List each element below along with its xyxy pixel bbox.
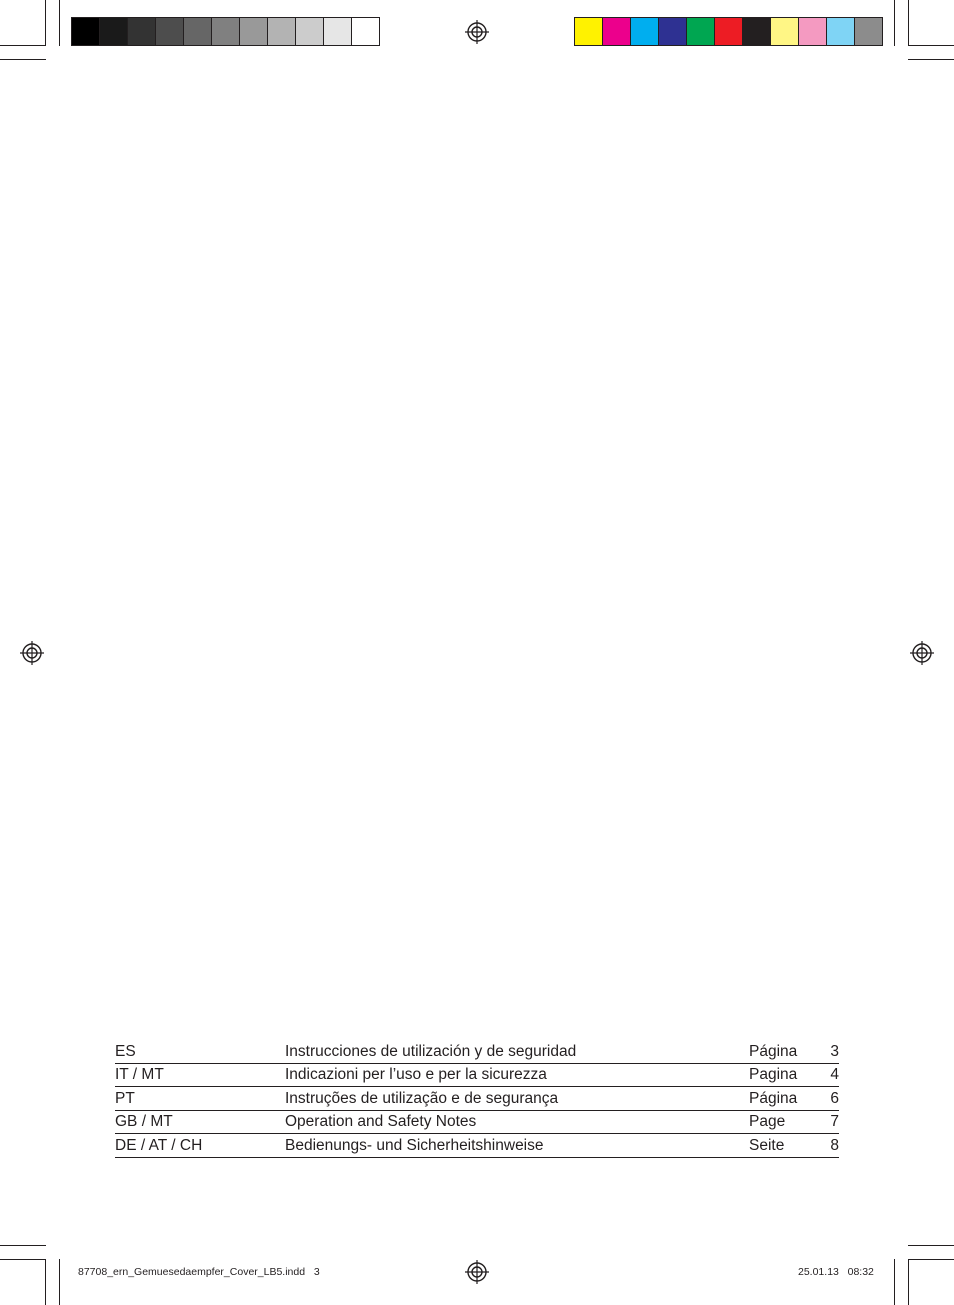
crop-mark <box>45 1259 46 1305</box>
registration-crosshair-icon <box>465 20 489 44</box>
registration-crosshair-icon <box>20 641 44 665</box>
toc-page-number: 8 <box>830 1136 839 1154</box>
crop-mark <box>894 0 895 46</box>
toc-language-code: GB / MT <box>115 1113 173 1131</box>
toc-language-code: DE / AT / CH <box>115 1136 203 1154</box>
crop-mark <box>894 1259 895 1305</box>
grayscale-swatch <box>156 18 184 45</box>
process-color-swatch <box>827 18 855 45</box>
toc-page-number: 7 <box>830 1113 839 1131</box>
toc-page-number: 6 <box>830 1089 839 1107</box>
toc-title: Bedienungs- und Sicherheitshinweise <box>285 1136 544 1154</box>
grayscale-swatch <box>296 18 324 45</box>
toc-page-number: 4 <box>830 1066 839 1084</box>
process-color-swatch <box>631 18 659 45</box>
toc-language-code: IT / MT <box>115 1066 164 1084</box>
grayscale-swatch <box>100 18 128 45</box>
toc-row <box>115 1087 839 1111</box>
grayscale-swatch <box>352 18 379 45</box>
toc-page-label: Seite <box>749 1136 785 1154</box>
toc-page-label: Página <box>749 1089 798 1107</box>
language-table-of-contents <box>115 1040 839 1158</box>
process-color-swatch <box>687 18 715 45</box>
toc-page-label: Pagina <box>749 1066 798 1084</box>
toc-row <box>115 1111 839 1135</box>
grayscale-swatch <box>268 18 296 45</box>
process-color-swatch <box>715 18 743 45</box>
footer-datetime: 25.01.13 08:32 <box>798 1266 874 1278</box>
toc-page-label: Página <box>749 1042 798 1060</box>
toc-language-code: PT <box>115 1089 135 1107</box>
toc-title: Instruções de utilização e de segurança <box>285 1089 559 1107</box>
process-color-swatch <box>771 18 799 45</box>
crop-mark <box>0 1245 46 1246</box>
toc-page-number: 3 <box>830 1042 839 1060</box>
process-color-swatch <box>603 18 631 45</box>
toc-page-label: Page <box>749 1113 786 1131</box>
process-color-bar <box>574 17 883 46</box>
crop-mark <box>59 1259 60 1305</box>
process-color-swatch <box>659 18 687 45</box>
grayscale-swatch <box>212 18 240 45</box>
toc-row <box>115 1040 839 1064</box>
registration-crosshair-icon <box>910 641 934 665</box>
process-color-swatch <box>575 18 603 45</box>
crop-mark <box>0 1259 46 1260</box>
process-color-swatch <box>799 18 827 45</box>
toc-row <box>115 1134 839 1158</box>
process-color-swatch <box>743 18 771 45</box>
grayscale-swatch <box>128 18 156 45</box>
crop-mark <box>908 1245 954 1246</box>
crop-mark <box>908 1259 909 1305</box>
crop-mark <box>0 45 46 46</box>
registration-crosshair-icon <box>465 1260 489 1284</box>
crop-mark <box>45 0 46 46</box>
crop-mark <box>59 0 60 46</box>
crop-mark <box>908 1259 954 1260</box>
toc-language-code: ES <box>115 1042 136 1060</box>
toc-title: Operation and Safety Notes <box>285 1113 477 1131</box>
crop-mark <box>908 45 954 46</box>
grayscale-color-bar <box>71 17 380 46</box>
grayscale-swatch <box>184 18 212 45</box>
grayscale-swatch <box>72 18 100 45</box>
crop-mark <box>908 0 909 46</box>
footer-file-name: 87708_ern_Gemuesedaempfer_Cover_LB5.indd 3 <box>78 1266 320 1278</box>
crop-mark <box>0 59 46 60</box>
toc-row <box>115 1064 839 1088</box>
toc-title: Instrucciones de utilización y de seguridad <box>285 1042 577 1060</box>
grayscale-swatch <box>324 18 352 45</box>
process-color-swatch <box>855 18 882 45</box>
grayscale-swatch <box>240 18 268 45</box>
crop-mark <box>908 59 954 60</box>
toc-title: Indicazioni per l’uso e per la sicurezza <box>285 1066 547 1084</box>
